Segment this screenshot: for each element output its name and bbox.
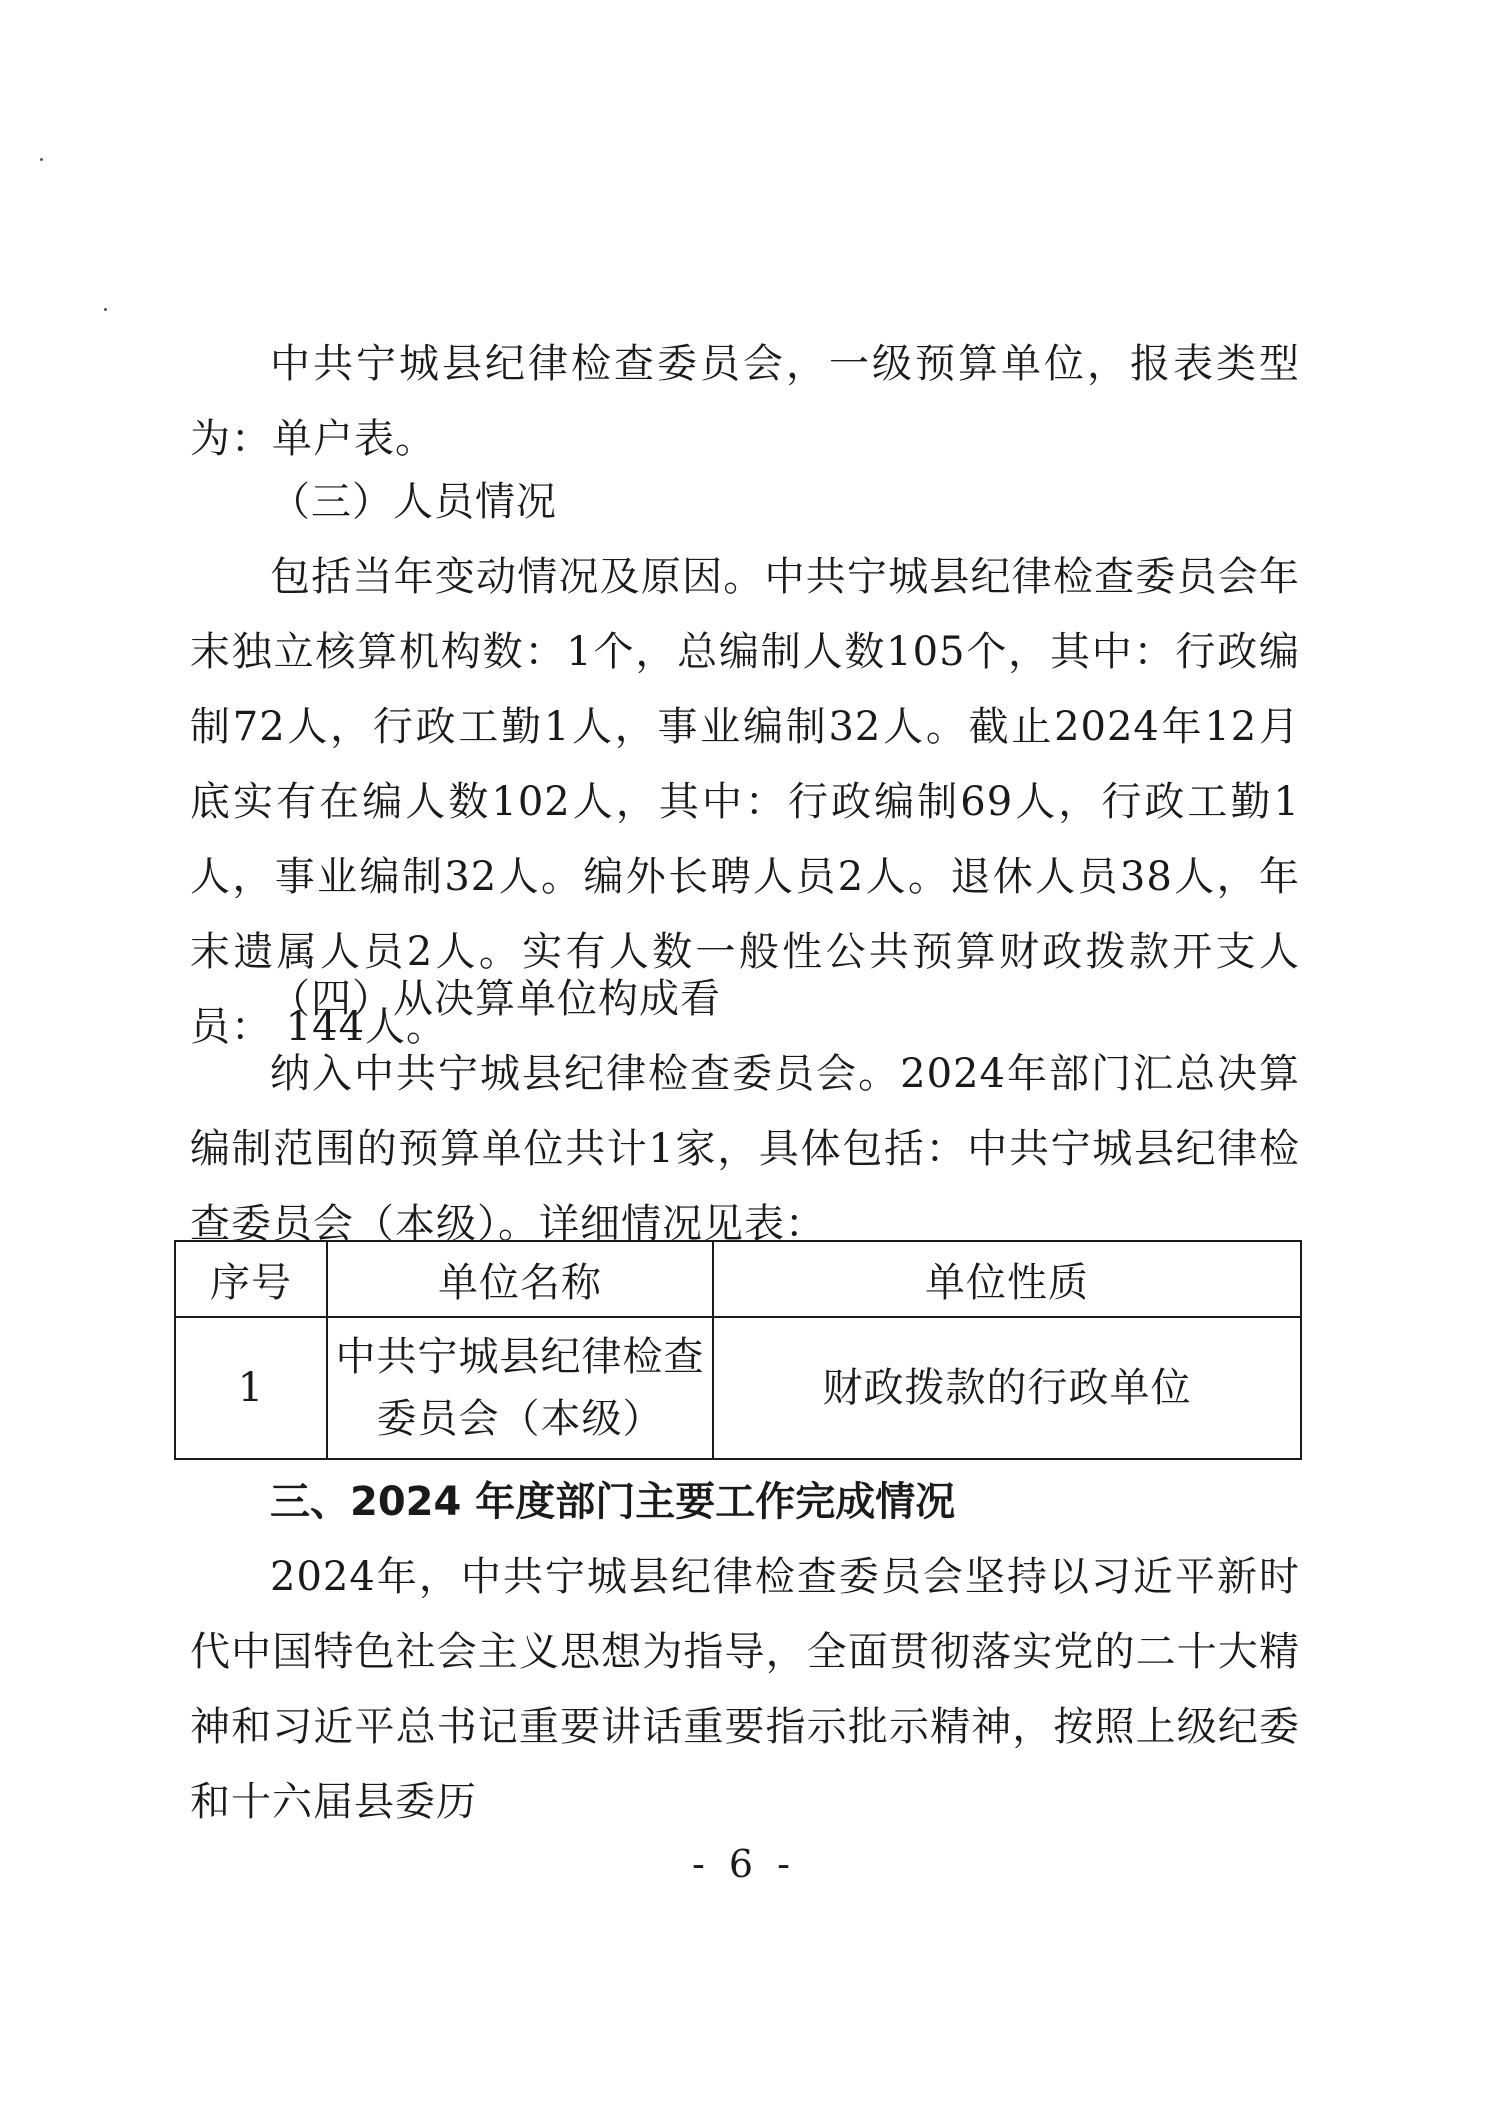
unit-name-line-2: 委员会（本级）	[376, 1396, 664, 1442]
cell-serial-number: 1	[175, 1317, 327, 1459]
unit-type-paragraph: 中共宁城县纪律检查委员会，一级预算单位，报表类型为：单户表。	[190, 341, 1300, 462]
section-heading-composition: （四）从决算单位构成看	[270, 976, 721, 1022]
budget-units-table	[174, 1240, 1302, 1460]
scan-speck	[104, 308, 107, 311]
personnel-paragraph: 包括当年变动情况及原因。中共宁城县纪律检查委员会年末独立核算机构数：1个，总编制人数105个，其中：行政编制72人，行政工勤1人，事业编制32人。截止2024年12月底实有在编人数102人，其中：行政编制69人，行政工勤1人，事业编制32人。编外长聘人员2人。退休人员38人，年末遗属人员2人。实有人数一般性公共预算财政拨款开支人员： 144人。	[190, 554, 1300, 1050]
header-unit-name: 单位名称	[327, 1241, 713, 1317]
work-completion-paragraph: 2024年，中共宁城县纪律检查委员会坚持以习近平新时代中国特色社会主义思想为指导，全面贯彻落实党的二十大精神和习近平总书记重要讲话重要指示批示精神，按照上级纪委和十六届县委历	[190, 1554, 1300, 1825]
composition-paragraph: 纳入中共宁城县纪律检查委员会。2024年部门汇总决算编制范围的预算单位共计1家，具体包括：中共宁城县纪律检查委员会（本级）。详细情况见表：	[190, 1051, 1300, 1247]
section-heading-work-completion: 三、2024 年度部门主要工作完成情况	[270, 1479, 956, 1525]
table-row	[175, 1317, 1301, 1459]
section-heading-personnel: （三）人员情况	[270, 479, 557, 525]
scan-speck	[40, 158, 43, 161]
cell-unit-name	[327, 1317, 713, 1459]
cell-unit-nature: 财政拨款的行政单位	[713, 1317, 1301, 1459]
table-header-row	[175, 1241, 1301, 1317]
header-serial-number: 序号	[175, 1241, 327, 1317]
header-unit-nature: 单位性质	[713, 1241, 1301, 1317]
unit-name-line-1: 中共宁城县纪律检查	[335, 1334, 705, 1380]
page-number: - 6 -	[691, 1842, 796, 1886]
